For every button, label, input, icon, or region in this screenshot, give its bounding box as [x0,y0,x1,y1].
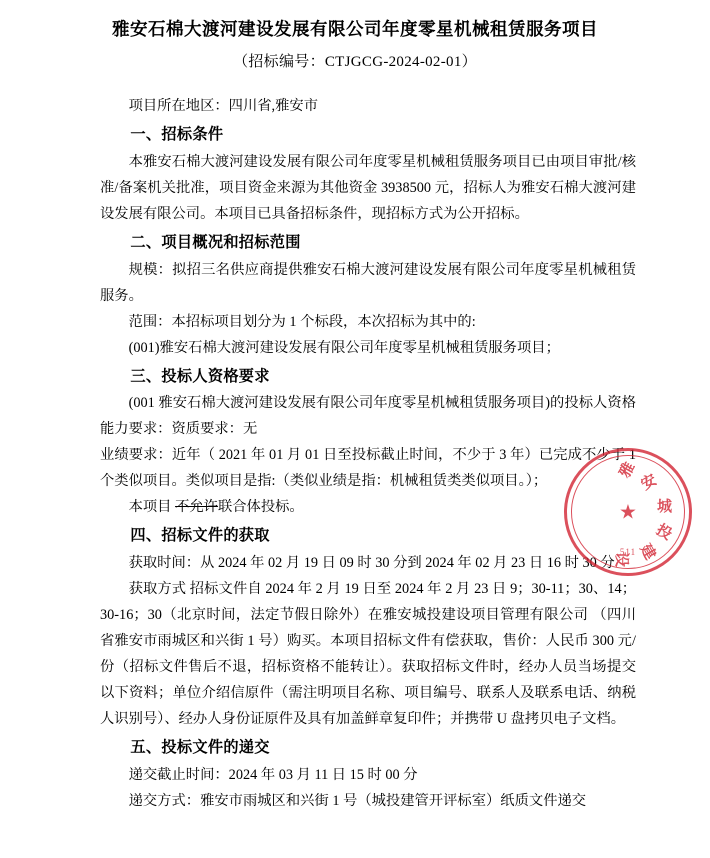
location-line: 项目所在地区：四川省,雅安市 [128,98,319,115]
section-2-paragraph-1: 规模：拟招三名供应商提供雅安石棉大渡河建设发展有限公司年度零星机械租赁服务。 [100,261,636,304]
section-heading-4: 四、招标文件的获取 [130,527,270,545]
section-heading-3: 三、投标人资格要求 [130,367,270,385]
section-3-suffix: 联合体投标。 [217,499,304,516]
document-body [0,93,710,814]
document-title: 雅安石棉大渡河建设发展有限公司年度零星机械租赁服务项目 [112,19,598,39]
seal-char-5: 建 [636,541,658,563]
section-heading-1: 一、招标条件 [130,126,224,144]
section-5-paragraph-1: 递交截止时间：2024 年 03 月 11 日 15 时 00 分 [128,766,418,783]
seal-char-2: 安 [638,472,660,494]
section-heading-5: 五、投标文件的递交 [130,739,270,757]
seal-code-text: 511 [619,547,637,557]
section-4-paragraph-2: 获取方式 招标文件自 2024 年 2 月 19 日至 2024 年 2 月 23 日 9；30-11；30、14；30-16；30（北京时间，法定节假日除外）在雅安城投建设项目管理有限公司 （四川省雅安市雨城区和兴街 1 号）购买。本项目招标文件有偿获取，售价：人民币 300 元/份（招标文件售后不退，招标资格不能转让）。获取招标文件时，经办人员当场提交以下资料；单位介绍信原件（需注明项目名称、项目编号、联系人及联系电话、纳税人识别号）、经办人身份证原件及具有加盖鲜章复印件；并携带 U 盘拷贝电子文档。 [100,581,636,728]
seal-char-4: 投 [653,522,675,544]
section-3-paragraph-3 [100,494,636,520]
section-5-paragraph-2: 递交方式：雅安市雨城区和兴街 1 号（城投建管开评标室）纸质文件递交 [128,792,587,809]
section-heading-2: 二、项目概况和招标范围 [130,233,301,251]
seal-char-6: 设 [613,551,630,568]
section-2-paragraph-3: (001)雅安石棉大渡河建设发展有限公司年度零星机械租赁服务项目； [128,339,560,356]
seal-char-1: 雅 [617,459,639,481]
section-3-prefix: 本项目 [128,499,176,516]
section-4-paragraph-1: 获取时间：从 2024 年 02 月 19 日 09 时 30 分到 2024 年 02 月 23 日 16 时 30 分 [128,555,615,572]
seal-char-3: 城 [657,499,673,515]
section-2-paragraph-2: 范围：本招标项目划分为 1 个标段，本次招标为其中的: [128,313,476,330]
document-subtitle: （招标编号：CTJGCG-2024-02-01） [233,54,477,71]
section-3-paragraph-2: 业绩要求：近年（ 2021 年 01 月 01 日至投标截止时间，不少于 3 年）已完成不少于 1 个类似项目。类似项目是指:（类似业绩是指：机械租赁类类似项目。）； [100,447,636,490]
seal-star-icon: ★ [619,501,637,524]
section-3-strikethrough-text: 不允许 [175,499,218,516]
section-3-paragraph-1: (001 雅安石棉大渡河建设发展有限公司年度零星机械租赁服务项目)的投标人资格能力要求：资质要求：无 [100,395,636,438]
section-1-paragraph-1: 本雅安石棉大渡河建设发展有限公司年度零星机械租赁服务项目已由项目审批/核准/备案机关批准，项目资金来源为其他资金 3938500 元，招标人为雅安石棉大渡河建设发展有限公司。本项目已具备招标条件，现招标方式为公开招标。 [100,153,636,222]
document-page [0,16,710,858]
